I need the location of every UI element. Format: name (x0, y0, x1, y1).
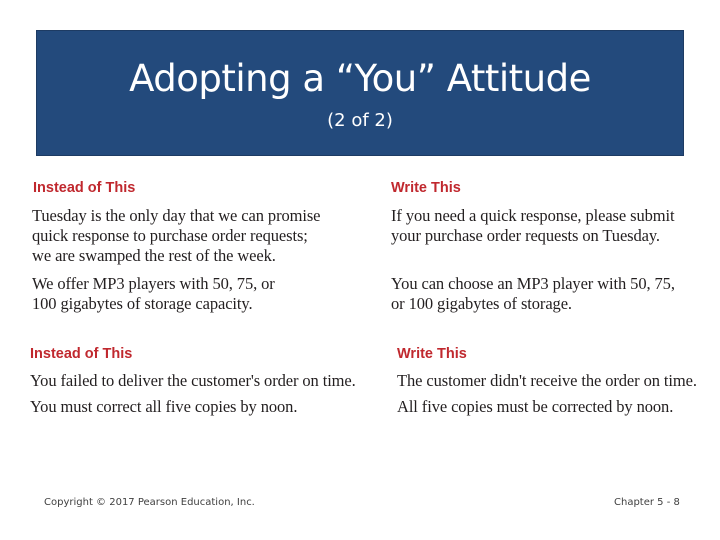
table1-left-heading: Instead of This (33, 180, 136, 196)
copyright-footer: Copyright © 2017 Pearson Education, Inc. (44, 497, 255, 508)
table1-row2-left-line1: We offer MP3 players with 50, 75, or (32, 274, 275, 293)
table2-row2-right: All five copies must be corrected by noon. (397, 397, 674, 416)
table2-row2-left: You must correct all five copies by noon. (30, 397, 298, 416)
table2-right-heading: Write This (397, 346, 467, 362)
table1-row1-left-line2: quick response to purchase order requests; (32, 226, 308, 245)
table1-row2-right-line1: You can choose an MP3 player with 50, 75, (391, 274, 675, 293)
table1-row1-left-line3: we are swamped the rest of the week. (32, 246, 276, 265)
table1-row2-left-line2: 100 gigabytes of storage capacity. (32, 294, 253, 313)
table1-row2-right-line2: or 100 gigabytes of storage. (391, 294, 572, 313)
table2-row1-left: You failed to deliver the customer's order on time. (30, 371, 356, 390)
table1-right-heading: Write This (391, 180, 461, 196)
table1-row1-right-line1: If you need a quick response, please submit (391, 206, 675, 225)
slide-title: Adopting a “You” Attitude (129, 57, 591, 100)
slide-subtitle: (2 of 2) (327, 110, 393, 131)
table2-row1-right: The customer didn't receive the order on time. (397, 371, 697, 390)
table2-left-heading: Instead of This (30, 346, 133, 362)
page-number: Chapter 5 - 8 (614, 497, 680, 508)
table1-row1-right-line2: your purchase order requests on Tuesday. (391, 226, 660, 245)
title-banner (36, 30, 684, 156)
table1-row1-left-line1: Tuesday is the only day that we can promise (32, 206, 321, 225)
